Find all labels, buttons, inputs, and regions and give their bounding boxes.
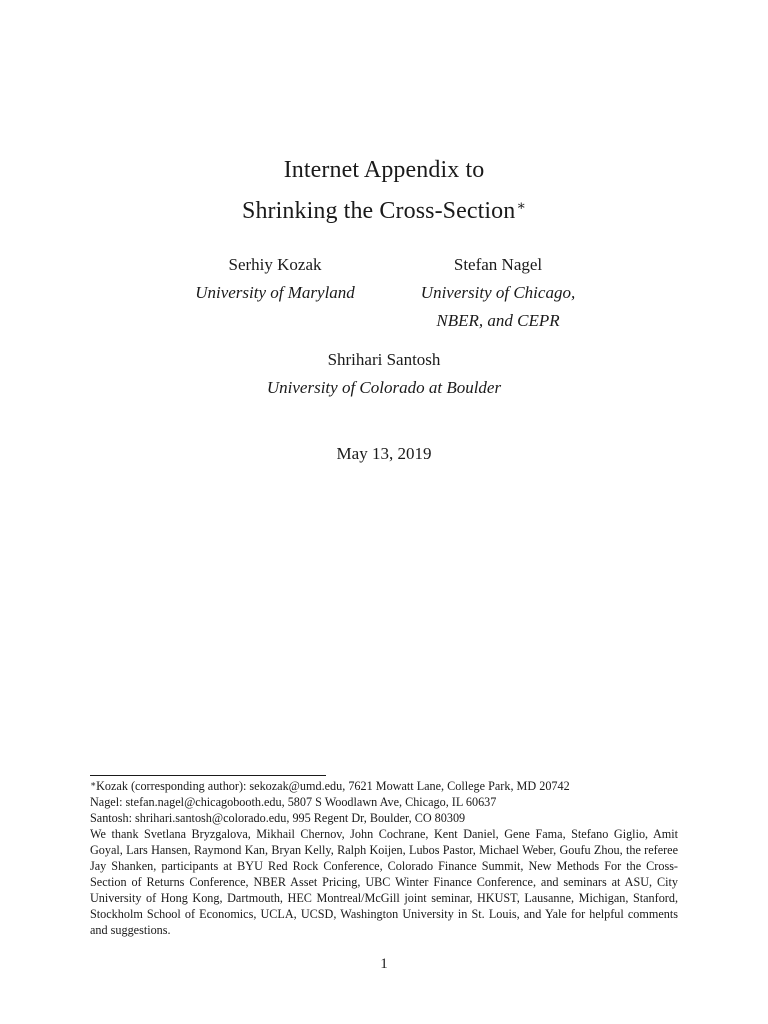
author-affiliation: University of Colorado at Boulder — [266, 378, 502, 397]
author-santosh — [184, 346, 584, 402]
title-text: Shrinking the Cross-Section — [242, 198, 516, 224]
footnote-nagel: Nagel: stefan.nagel@chicagobooth.edu, 5807 S Woodlawn Ave, Chicago, IL 60637 — [90, 795, 497, 809]
author-affiliation: University of Chicago, — [420, 283, 576, 302]
author-kozak — [170, 251, 380, 307]
footnote — [90, 778, 678, 938]
author-name: Shrihari Santosh — [327, 350, 441, 369]
author-affiliation: NBER, and CEPR — [436, 311, 560, 330]
footnote-kozak-text: Kozak (corresponding author): sekozak@umd.edu, 7621 Mowatt Lane, College Park, MD 20742 — [96, 779, 570, 793]
author-affiliation: University of Maryland — [195, 283, 355, 302]
footnote-mark: ∗ — [90, 779, 97, 789]
title-line-1: Internet Appendix to — [283, 157, 485, 183]
author-name: Serhiy Kozak — [228, 255, 322, 274]
publication-date: May 13, 2019 — [336, 444, 432, 463]
footnote-rule — [90, 775, 326, 776]
author-nagel — [400, 251, 596, 335]
title-line-2 — [0, 197, 768, 225]
author-name: Stefan Nagel — [453, 255, 543, 274]
footnote-santosh: Santosh: shrihari.santosh@colorado.edu, 995 Regent Dr, Boulder, CO 80309 — [90, 811, 466, 825]
title-footnote-mark: ∗ — [516, 199, 526, 214]
footnote-acknowledgements: We thank Svetlana Bryzgalova, Mikhail Chernov, John Cochrane, Kent Daniel, Gene Fama, Stefano Giglio, Amit Goyal, Lars Hansen, Raymond Kan, Bryan Kelly, Ralph Koijen, Lubos Pastor, Michael Weber, Goufu Zhou, the referee Jay Shanken, participants at BYU Red Rock Conference, Colorado Finance Summit, New Methods For the Cross-Section of Returns Conference, NBER Asset Pricing, UBC Winter Finance Conference, and seminars at ASU, City University of Hong Kong, Dartmouth, HEC Montreal/McGill joint seminar, HKUST, Lausanne, Michigan, Stanford, Stockholm School of Economics, UCLA, UCSD, Washington University in St. Louis, and Yale for helpful comments and suggestions. — [90, 827, 678, 937]
footnote-kozak — [90, 778, 678, 794]
page-number: 1 — [380, 956, 388, 972]
